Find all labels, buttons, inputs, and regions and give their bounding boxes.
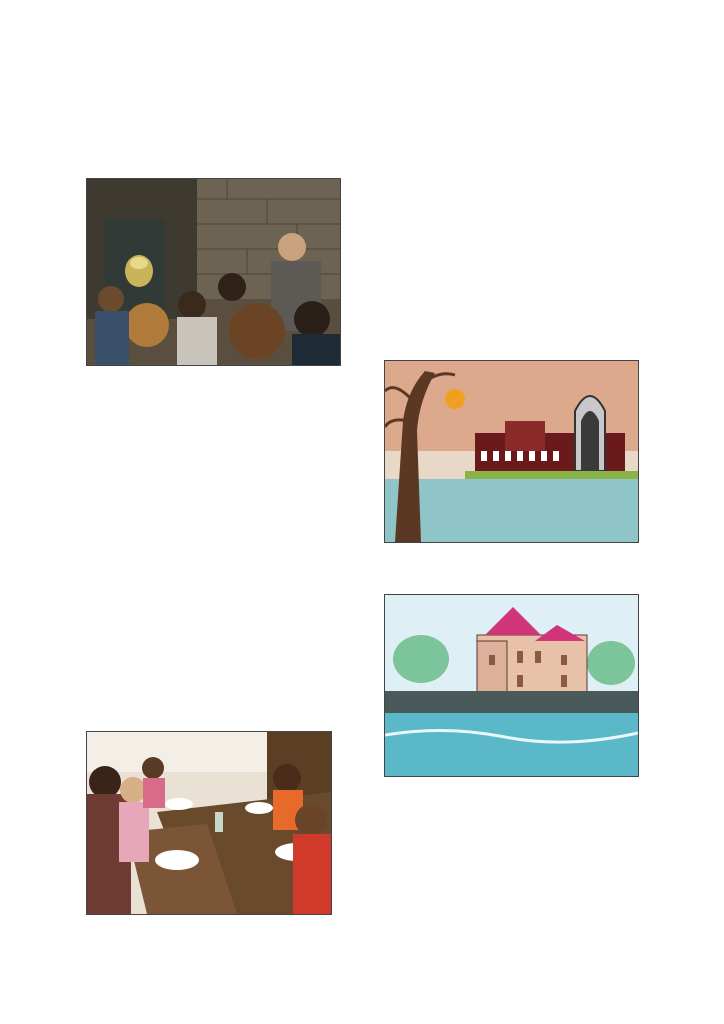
drawing-castle-2 bbox=[384, 594, 639, 777]
ladybug-border-bottom bbox=[0, 966, 724, 988]
ladybug-border-top bbox=[0, 34, 724, 56]
drawing-castle-1 bbox=[384, 360, 639, 543]
right-text-block-1 bbox=[384, 86, 638, 92]
photo-basilica-tour bbox=[86, 178, 341, 366]
photo-soup-lunch bbox=[86, 731, 332, 915]
ladybug-border-right bbox=[666, 0, 688, 1024]
ladybug-border-left bbox=[34, 0, 56, 1024]
